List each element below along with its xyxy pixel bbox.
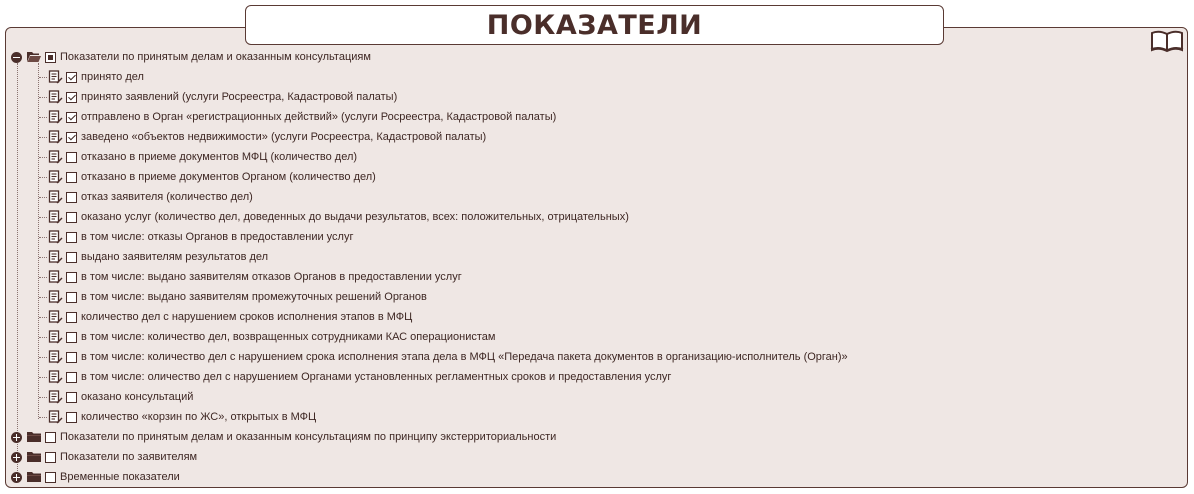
document-icon: [48, 250, 63, 264]
group-checkbox[interactable]: [45, 472, 56, 483]
tree-guide-line: [39, 237, 47, 238]
document-icon: [48, 230, 63, 244]
folder-icon: [26, 431, 42, 443]
document-icon: [48, 330, 63, 344]
document-icon: [48, 310, 63, 324]
tree-guide-line: [39, 317, 47, 318]
item-checkbox[interactable]: [66, 72, 77, 83]
tree-guide-line: [39, 417, 47, 418]
book-icon[interactable]: [1150, 29, 1184, 53]
tree-guide-line: [39, 77, 47, 78]
document-icon: [48, 130, 63, 144]
tree-item-label[interactable]: оказано услуг (количество дел, доведенных до выдачи результатов, всех: положительных, отрицательных): [81, 211, 629, 223]
item-checkbox[interactable]: [66, 372, 77, 383]
tree-item-row[interactable]: [48, 327, 495, 347]
folder-icon: [26, 471, 42, 483]
tree-group-row[interactable]: [11, 467, 180, 487]
document-icon: [48, 190, 63, 204]
tree-guide-line: [39, 137, 47, 138]
group-checkbox[interactable]: [45, 52, 56, 63]
tree-item-row[interactable]: [48, 67, 144, 87]
tree-group-row[interactable]: [11, 447, 197, 467]
tree-item-row[interactable]: [48, 407, 316, 427]
collapse-toggle-icon[interactable]: [11, 52, 22, 63]
tree-item-row[interactable]: [48, 227, 353, 247]
tree-guide-line: [39, 257, 47, 258]
tree-item-label[interactable]: в том числе: отказы Органов в предоставлении услуг: [81, 231, 354, 243]
tree-guide-line: [39, 117, 47, 118]
tree-item-label[interactable]: принято заявлений (услуги Росреестра, Кадастровой палаты): [81, 91, 398, 103]
tree-item-label[interactable]: заведено «объектов недвижимости» (услуги Росреестра, Кадастровой палаты): [81, 131, 487, 143]
tree-item-label[interactable]: в том числе: выдано заявителям отказов Органов в предоставлении услуг: [81, 271, 462, 283]
item-checkbox[interactable]: [66, 292, 77, 303]
tree-guide-line: [17, 63, 18, 473]
item-checkbox[interactable]: [66, 192, 77, 203]
tree-group-row[interactable]: [11, 47, 371, 67]
tree-item-label[interactable]: выдано заявителям результатов дел: [81, 251, 269, 263]
document-icon: [48, 410, 63, 424]
group-checkbox[interactable]: [45, 432, 56, 443]
tree-item-row[interactable]: [48, 347, 848, 367]
document-icon: [48, 290, 63, 304]
tree-group-label[interactable]: Показатели по принятым делам и оказанным консультациям по принципу экстерриториальности: [60, 431, 557, 443]
tree-item-row[interactable]: [48, 187, 253, 207]
tree-item-row[interactable]: [48, 247, 268, 267]
document-icon: [48, 210, 63, 224]
tree-group-label[interactable]: Показатели по заявителям: [60, 451, 198, 463]
tree-item-label[interactable]: отправлено в Орган «регистрационных действий» (услуги Росреестра, Кадастровой палаты): [81, 111, 557, 123]
tree-item-row[interactable]: [48, 287, 427, 307]
tree-item-label[interactable]: в том числе: выдано заявителям промежуточных решений Органов: [81, 291, 427, 303]
expand-toggle-icon[interactable]: [11, 452, 22, 463]
tree-item-row[interactable]: [48, 367, 671, 387]
title-box: [245, 5, 944, 45]
tree-item-label[interactable]: количество «корзин по ЖС», открытых в МФЦ: [81, 411, 317, 423]
tree-item-label[interactable]: оказано консультаций: [81, 391, 194, 403]
tree-item-label[interactable]: в том числе: количество дел с нарушением срока исполнения этапа дела в МФЦ «Передача пакета документов в организацию-исполнитель (Орган)»: [81, 351, 848, 363]
expand-toggle-icon[interactable]: [11, 472, 22, 483]
tree-item-row[interactable]: [48, 387, 193, 407]
item-checkbox[interactable]: [66, 132, 77, 143]
document-icon: [48, 70, 63, 84]
item-checkbox[interactable]: [66, 272, 77, 283]
expand-toggle-icon[interactable]: [11, 432, 22, 443]
item-checkbox[interactable]: [66, 172, 77, 183]
group-checkbox[interactable]: [45, 452, 56, 463]
tree-guide-line: [39, 297, 47, 298]
item-checkbox[interactable]: [66, 392, 77, 403]
tree-item-label[interactable]: отказано в приеме документов Органом (количество дел): [81, 171, 376, 183]
document-icon: [48, 170, 63, 184]
tree-item-label[interactable]: отказ заявителя (количество дел): [81, 191, 253, 203]
tree-item-label[interactable]: в том числе: оличество дел с нарушением Органами установленных регламентных сроков и предоставления услуг: [81, 371, 672, 383]
item-checkbox[interactable]: [66, 252, 77, 263]
item-checkbox[interactable]: [66, 412, 77, 423]
tree-guide-line: [39, 397, 47, 398]
item-checkbox[interactable]: [66, 152, 77, 163]
folder-icon: [26, 451, 42, 463]
tree-guide-line: [39, 97, 47, 98]
tree-group-label[interactable]: Показатели по принятым делам и оказанным консультациям: [60, 51, 371, 63]
document-icon: [48, 350, 63, 364]
tree-guide-line: [39, 197, 47, 198]
tree-group-label[interactable]: Временные показатели: [60, 471, 180, 483]
tree-item-row[interactable]: [48, 147, 357, 167]
tree-item-label[interactable]: количество дел с нарушением сроков исполнения этапов в МФЦ: [81, 311, 413, 323]
tree-guide-line: [39, 357, 47, 358]
item-checkbox[interactable]: [66, 232, 77, 243]
tree-item-row[interactable]: [48, 167, 376, 187]
document-icon: [48, 270, 63, 284]
tree-item-row[interactable]: [48, 207, 629, 227]
tree-group-row[interactable]: [11, 427, 556, 447]
tree-guide-line: [39, 377, 47, 378]
document-icon: [48, 150, 63, 164]
tree-guide-line: [39, 337, 47, 338]
tree-guide-line: [39, 277, 47, 278]
document-icon: [48, 390, 63, 404]
tree-item-row[interactable]: [48, 267, 462, 287]
tree-item-label[interactable]: отказано в приеме документов МФЦ (количество дел): [81, 151, 358, 163]
item-checkbox[interactable]: [66, 312, 77, 323]
tree-item-label[interactable]: принято дел: [81, 71, 144, 83]
tree-item-label[interactable]: в том числе: количество дел, возвращенных сотрудниками КАС операционистам: [81, 331, 496, 343]
item-checkbox[interactable]: [66, 352, 77, 363]
tree-item-row[interactable]: [48, 87, 397, 107]
item-checkbox[interactable]: [66, 92, 77, 103]
document-icon: [48, 370, 63, 384]
tree-guide-line: [39, 157, 47, 158]
item-checkbox[interactable]: [66, 332, 77, 343]
folder-open-icon: [26, 51, 42, 63]
document-icon: [48, 90, 63, 104]
page-title: ПОКАЗАТЕЛИ: [486, 9, 703, 41]
tree-guide-line: [39, 177, 47, 178]
item-checkbox[interactable]: [66, 112, 77, 123]
item-checkbox[interactable]: [66, 212, 77, 223]
tree-item-row[interactable]: [48, 307, 412, 327]
tree-item-row[interactable]: [48, 107, 556, 127]
tree-item-row[interactable]: [48, 127, 486, 147]
document-icon: [48, 110, 63, 124]
tree-guide-line: [39, 217, 47, 218]
